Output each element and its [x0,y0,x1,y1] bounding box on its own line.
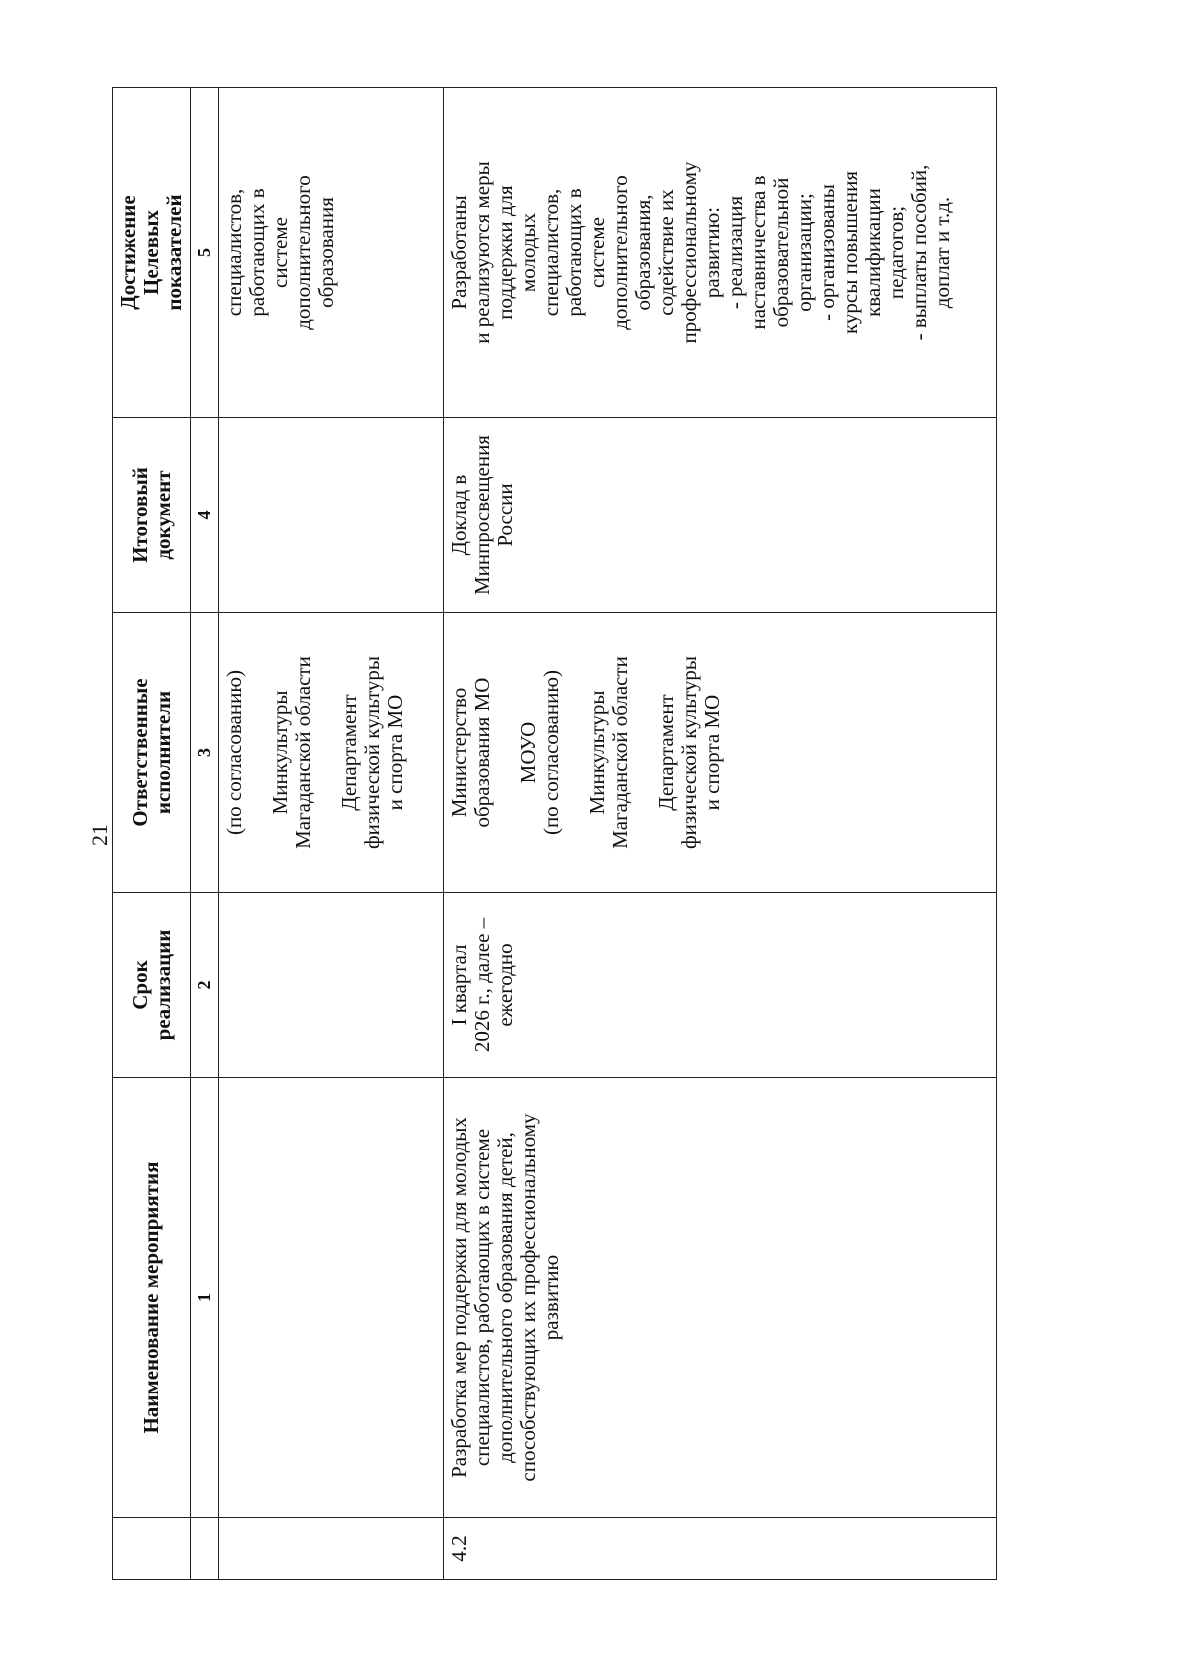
text-line: и реализуются меры [470,161,494,344]
text-line: образования, [631,194,655,311]
text-line: Наименование мероприятия [139,1161,163,1434]
text-line: I квартал [447,944,471,1026]
text-line: Минпросвещения [470,435,494,595]
text-line: Минкультуры [585,690,609,815]
table-row [444,88,997,1580]
text-line: способствующих их профессиональному [516,1113,540,1482]
column-number: 2 [191,893,219,1078]
text-line: (по согласованию) [222,669,246,836]
text-line: поддержки для [493,185,517,320]
text-line: курсы повышения [838,171,862,334]
column-number [191,1518,219,1580]
text-line: Департамент [654,694,678,811]
page-number: 21 [87,824,112,846]
text-line: и спорта МО [383,694,407,811]
text-line: содействие их [654,189,678,316]
column-number: 4 [191,418,219,613]
table-row [219,88,444,1580]
text-line: педагогов; [884,205,908,300]
row-name [444,1078,997,1518]
row-targets [444,88,997,418]
header-executors [113,613,191,893]
text-line: профессиональному [677,161,701,344]
text-line: развитию: [700,206,724,299]
row-executors [444,613,997,893]
row-name [219,1078,444,1518]
text-line: Доклад в [447,474,471,556]
text-line: исполнители [150,690,175,815]
text-line: доплат и т.д. [930,196,954,309]
column-number: 3 [191,613,219,893]
row-term [219,893,444,1078]
text-line: системе [585,217,609,288]
text-line: дополнительного образования детей, [493,1132,517,1463]
text-line: квалификации [861,188,885,317]
text-line: дополнительного [608,175,632,330]
text-line: Департамент [337,694,361,811]
column-number-row [191,88,219,1580]
text-line: специалистов, [222,188,246,317]
row-document [444,418,997,613]
text-line: Магаданской области [608,656,632,849]
text-line: работающих в [562,188,586,317]
text-line: Минкультуры [268,690,292,815]
text-line: работающих в [245,188,269,317]
text-line: 2026 г., далее – [470,917,494,1053]
row-id: 4.2 [444,1518,997,1580]
text-line: Итоговый [127,467,152,563]
text-line: реализации [150,929,175,1041]
row-targets [219,88,444,418]
text-line: - реализация [723,195,747,310]
text-line: Целевых [139,210,163,295]
text-line: дополнительного [291,175,315,330]
text-line: ежегодно [493,943,517,1027]
text-line: - организованы [815,184,839,321]
column-number: 1 [191,1078,219,1518]
text-line: наставничества в [746,175,770,330]
text-line: Достижение [116,195,140,310]
text-line: показателей [162,194,186,311]
text-line: организации; [792,193,816,312]
header-id [113,1518,191,1580]
header-document [113,418,191,613]
measures-table [112,87,997,1580]
text-line: Магаданской области [291,656,315,849]
text-line: Срок [127,960,152,1010]
header-term [113,893,191,1078]
column-number: 5 [191,88,219,418]
text-line: системе [268,217,292,288]
row-term [444,893,997,1078]
text-line: - выплаты пособий, [907,164,931,341]
text-line: (по согласованию) [539,669,563,836]
text-line: России [493,483,517,547]
text-line: физической культуры [677,656,701,849]
text-line: Разработаны [447,195,471,310]
row-id [219,1518,444,1580]
text-line: специалистов, [539,188,563,317]
row-document [219,418,444,613]
text-line: и спорта МО [700,694,724,811]
text-line: Разработка мер поддержки для молодых [447,1117,471,1478]
header-row [113,88,191,1580]
text-line: Министерство [447,687,471,818]
header-name [113,1078,191,1518]
text-line: физической культуры [360,656,384,849]
text-line: образования [314,197,338,308]
text-line: специалистов, работающих в системе [470,1128,494,1467]
text-line: МОУО [516,721,540,784]
text-line: документ [150,470,175,560]
text-line: образования МО [470,677,494,828]
text-line: молодых [516,212,540,293]
row-executors [219,613,444,893]
header-targets [113,88,191,418]
text-line: образовательной [769,177,793,328]
text-line: Ответственные [127,678,152,827]
text-line: развитию [539,1254,563,1341]
